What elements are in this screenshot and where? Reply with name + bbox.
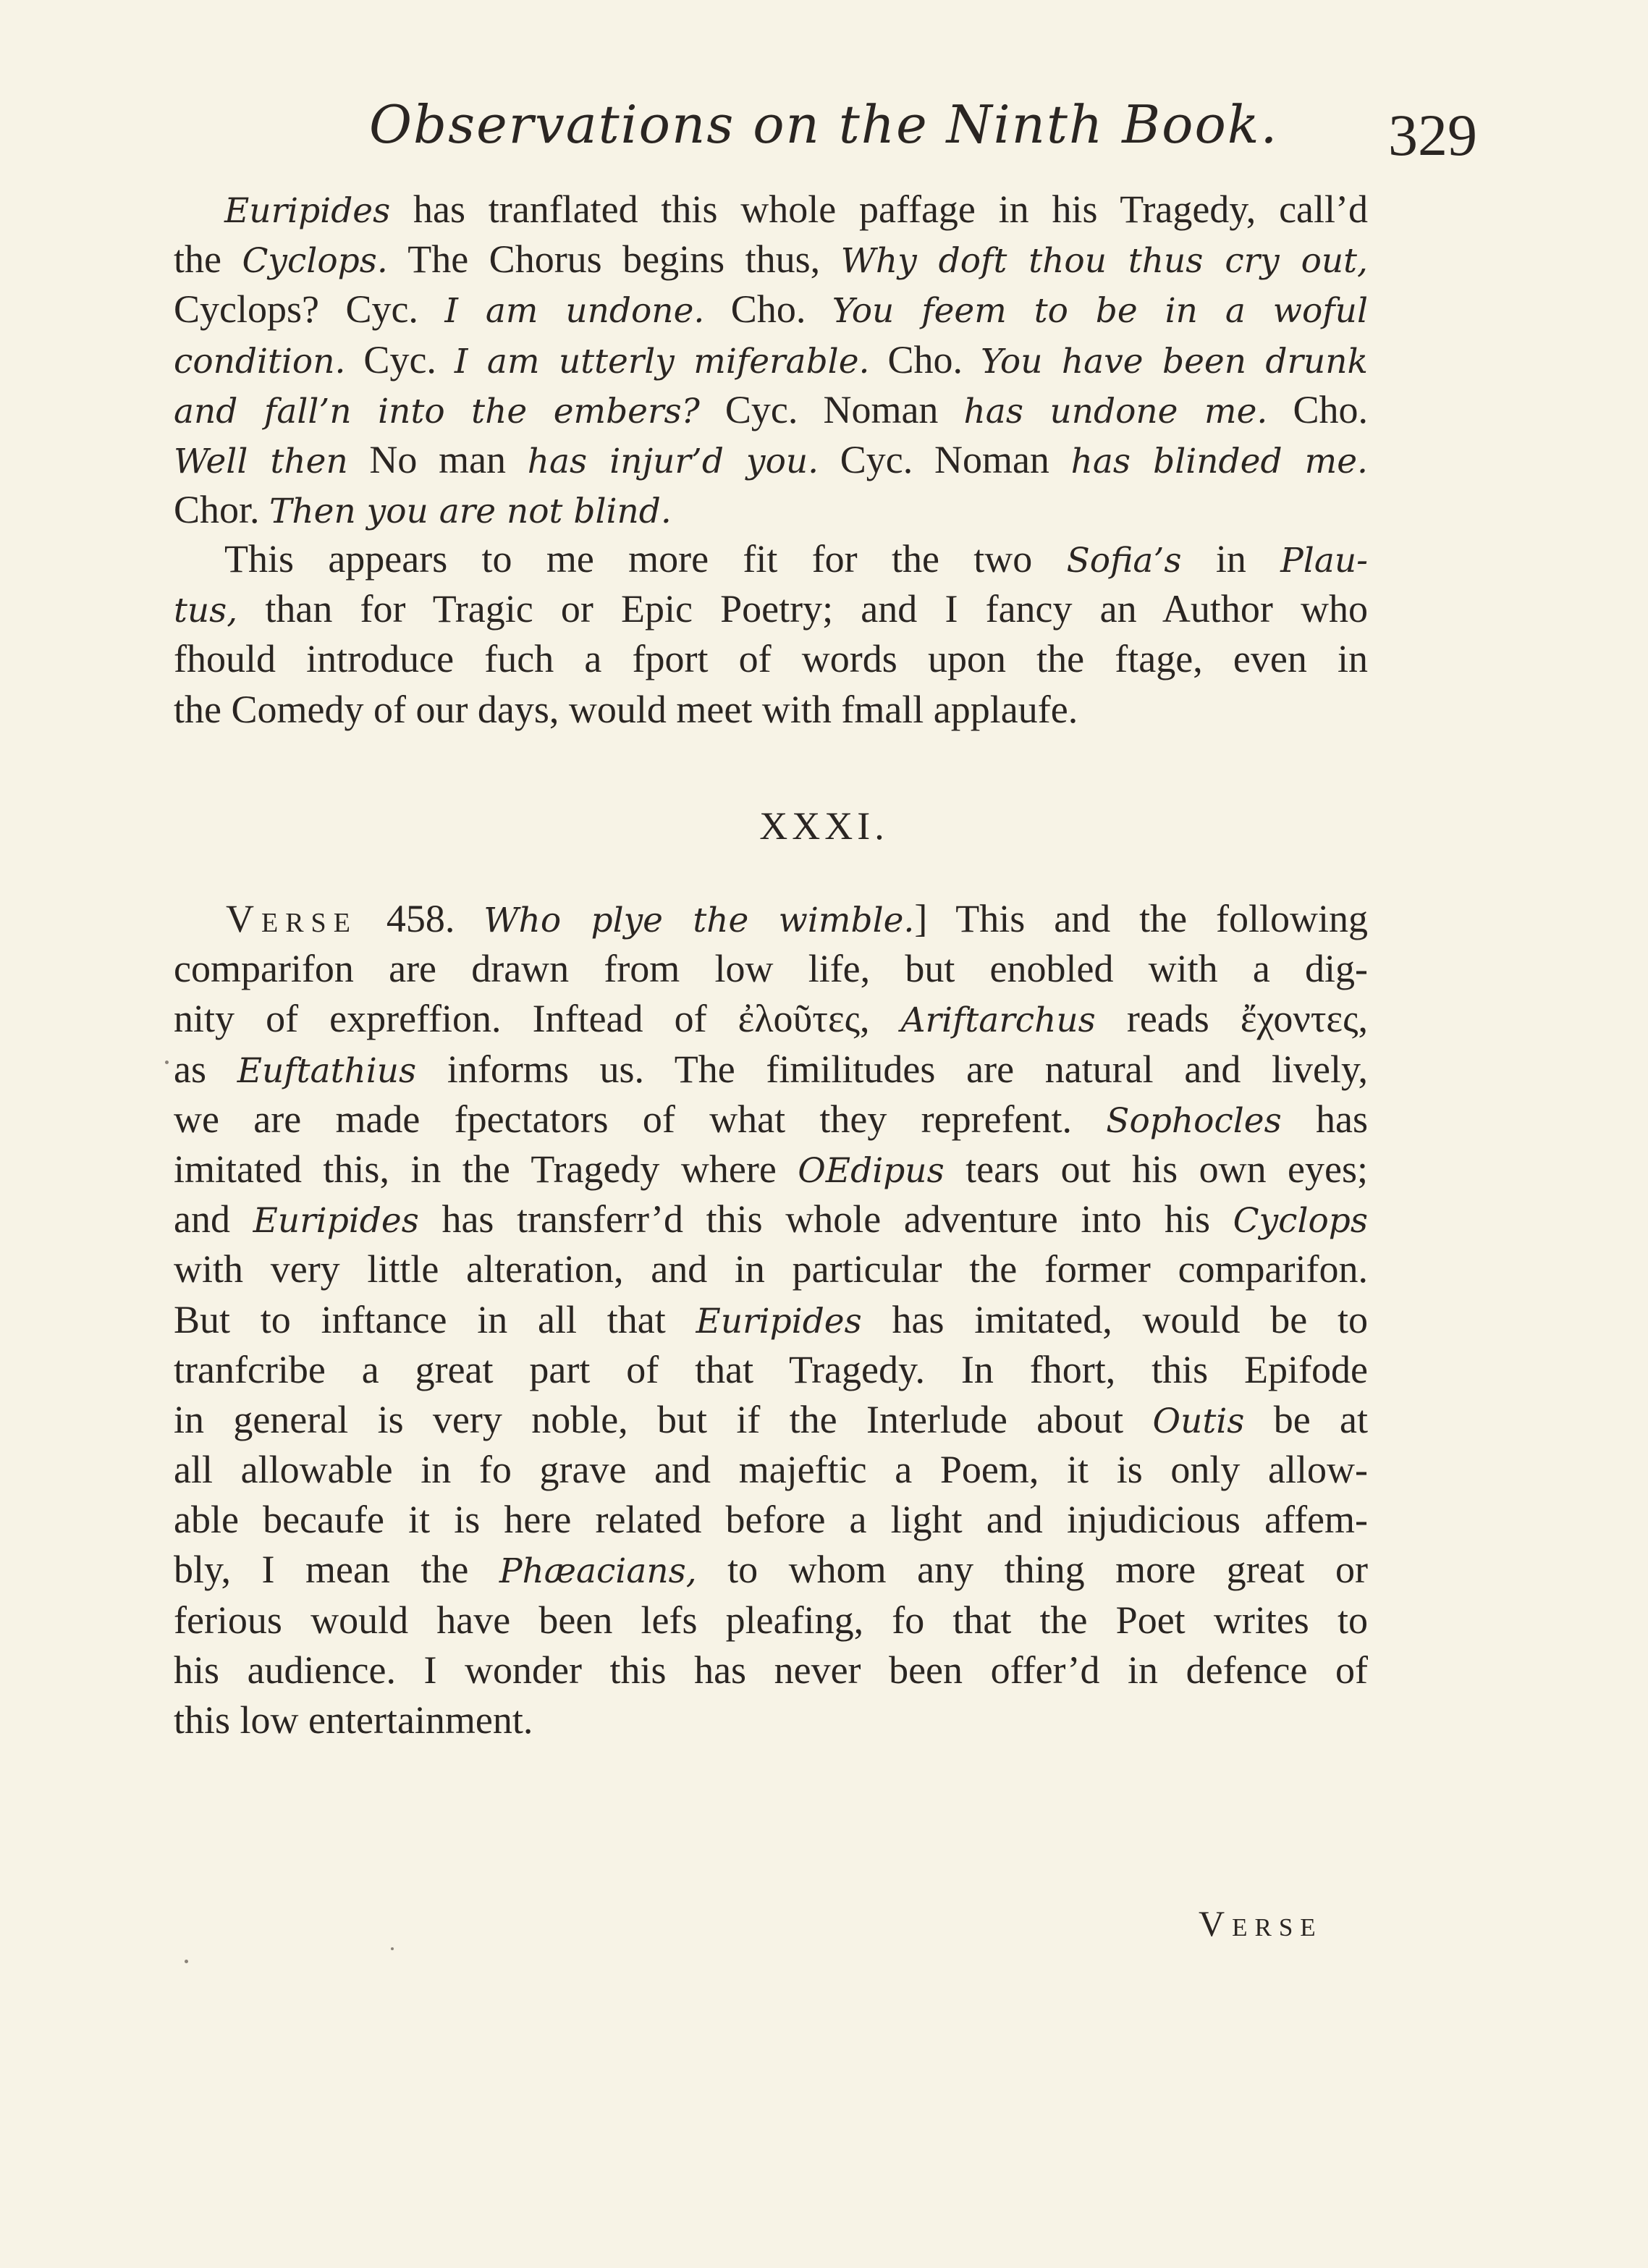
paper-speck xyxy=(185,1960,188,1963)
italic-run: condition. xyxy=(174,341,346,381)
text-line: we are made fpectators of what they reprefent. Sophocles has xyxy=(174,1097,1369,1141)
text-line: This appears to me more fit for the two Sofia’s in Plau- xyxy=(224,537,1368,581)
text-line: all allowable in fo grave and majeftic a Poem, it is only allow- xyxy=(174,1448,1368,1492)
section-heading: XXXI. xyxy=(759,804,889,848)
text-line: the Comedy of our days, would meet with fmall applaufe. xyxy=(174,687,1078,731)
text-line: able becaufe it is here related before a light and injudicious affem- xyxy=(174,1498,1368,1542)
text-line: ferious would have been lefs pleafing, fo that the Poet writes to xyxy=(174,1598,1368,1642)
text-line: Verse 458. Who plye the wimble.] This and the following xyxy=(226,897,1368,940)
text-line: fhould introduce fuch a fport of words upon the ftage, even in xyxy=(174,637,1368,681)
italic-run: I am undone. xyxy=(444,291,705,332)
text-line: tranfcribe a great part of that Tragedy. In fhort, this Epifode xyxy=(174,1347,1368,1391)
paragraph-cyclops-chorus xyxy=(174,185,1368,535)
italic-run: tus, xyxy=(174,591,238,631)
text-line: Cyclops? Cyc. I am undone. Cho. You feem to be in a woful xyxy=(174,287,1368,332)
text-line: imitated this, in the Tragedy where OEdipus tears out his own eyes; xyxy=(174,1147,1369,1191)
italic-run: Cyclops xyxy=(1233,1201,1368,1242)
italic-run: Then you are not blind. xyxy=(269,492,672,532)
italic-run: Euftathius xyxy=(237,1050,417,1091)
page-number: 329 xyxy=(1388,102,1477,168)
italic-run: Cyclops. xyxy=(242,241,388,282)
italic-run: has blinded me. xyxy=(1070,441,1368,481)
italic-run: Sophocles xyxy=(1106,1100,1282,1141)
italic-run: Euripides xyxy=(224,191,391,231)
paragraph-verse-458 xyxy=(174,894,1368,1745)
text-line: But to inftance in all that Euripides has imitated, would be to xyxy=(174,1297,1369,1341)
paper-speck xyxy=(391,1947,394,1950)
italic-run: Euripides xyxy=(253,1201,419,1242)
paragraph-plautus-comment xyxy=(174,534,1368,735)
text-line: nity of expreffion. Inftead of ἐλοῦτες, Ariftarchus reads ἔχοντες, xyxy=(174,997,1368,1041)
italic-run: OEdipus xyxy=(798,1150,945,1191)
text-line: bly, I mean the Phæacians, to whom any thing more great or xyxy=(174,1548,1368,1592)
page-header xyxy=(0,87,1648,174)
italic-run: You feem to be in a woful xyxy=(832,291,1368,332)
italic-run: I am utterly miferable. xyxy=(454,341,870,381)
italic-run: Phæacians, xyxy=(499,1551,697,1592)
text-line: comparifon are drawn from low life, but enobled with a dig- xyxy=(174,947,1368,991)
text-line: and fall’n into the embers? Cyc. Noman has undone me. Cho. xyxy=(174,387,1368,431)
italic-run: Euripides xyxy=(696,1301,862,1341)
text-line: with very little alteration, and in particular the former comparifon. xyxy=(174,1247,1368,1291)
italic-run: Ariftarchus xyxy=(900,1000,1096,1041)
text-line: as Euftathius informs us. The fimilitudes are natural and lively, xyxy=(174,1047,1368,1091)
italic-run: You have been drunk xyxy=(980,341,1368,381)
text-line: Euripides has tranflated this whole paffage in his Tragedy, call’d xyxy=(224,187,1368,231)
italic-run: Outis xyxy=(1152,1401,1245,1441)
running-title: Observations on the Ninth Book. xyxy=(369,94,1279,155)
text-line: in general is very noble, but if the Interlude about Outis be at xyxy=(174,1397,1368,1441)
text-line: the Cyclops. The Chorus begins thus, Why doft thou thus cry out, xyxy=(174,237,1368,282)
italic-run: and fall’n into the embers? xyxy=(174,391,700,431)
italic-run: Who plye the wimble. xyxy=(483,901,915,940)
catchword: Verse xyxy=(1199,1903,1323,1944)
text-line: condition. Cyc. I am utterly miferable. Cho. You have been drunk xyxy=(174,337,1368,381)
italic-run: has undone me. xyxy=(963,391,1268,431)
text-line: tus, than for Tragic or Epic Poetry; and I fancy an Author who xyxy=(174,587,1368,631)
italic-run: Plau- xyxy=(1280,541,1368,581)
text-line: Chor. Then you are not blind. xyxy=(174,488,672,532)
text-line: Well then No man has injur’d you. Cyc. Noman has blinded me. xyxy=(174,437,1368,481)
text-line: his audience. I wonder this has never been offer’d in defence of xyxy=(174,1648,1368,1692)
small-caps-run: Verse xyxy=(226,897,358,940)
paper-speck xyxy=(165,1061,169,1064)
text-line: this low entertainment. xyxy=(174,1698,533,1742)
text-line: and Euripides has transferr’d this whole adventure into his Cyclops xyxy=(174,1197,1368,1242)
italic-run: Well then xyxy=(174,441,348,481)
italic-run: has injur’d you. xyxy=(527,441,819,481)
italic-run: Sofia’s xyxy=(1066,541,1182,581)
italic-run: Why doft thou thus cry out, xyxy=(840,241,1368,282)
